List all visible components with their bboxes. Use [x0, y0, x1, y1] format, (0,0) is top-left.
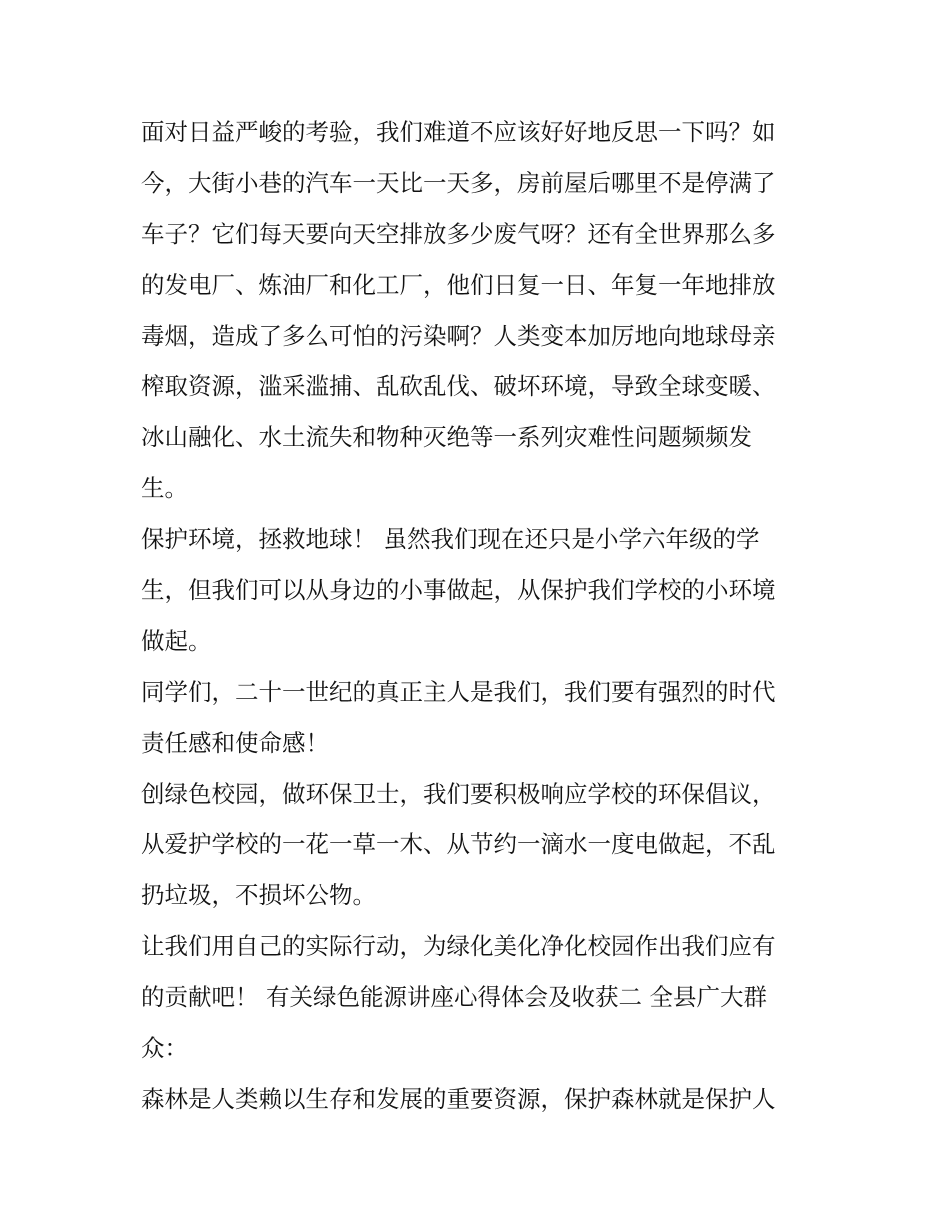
text-line: 的贡献吧！ 有关绿色能源讲座心得体会及收获二 全县广大群 [141, 983, 767, 1012]
text-line: 冰山融化、水土流失和物种灭绝等一系列灾难性问题频频发 [141, 423, 752, 452]
text-line: 面对日益严峻的考验，我们难道不应该好好地反思一下吗？如 [141, 118, 776, 146]
text-line: 生。 [141, 474, 188, 503]
text-line: 创绿色校园，做环保卫士，我们要积极响应学校的环保倡议， [141, 779, 776, 808]
text-line: 的发电厂、炼油厂和化工厂，他们日复一日、年复一年地排放 [141, 270, 776, 299]
document-text-body [141, 107, 821, 1125]
text-line: 责任感和使命感！ [141, 728, 329, 757]
text-line: 森林是人类赖以生存和发展的重要资源，保护森林就是保护人 [141, 1084, 776, 1113]
text-line: 毒烟，造成了多么可怕的污染啊？人类变本加厉地向地球母亲 [141, 321, 776, 350]
text-line: 从爱护学校的一花一草一木、从节约一滴水一度电做起，不乱 [141, 830, 776, 859]
text-line: 车子？它们每天要向天空排放多少废气呀？还有全世界那么多 [141, 219, 776, 248]
text-line: 众： [141, 1034, 188, 1063]
text-line: 做起。 [141, 626, 212, 655]
text-line: 保护环境，拯救地球！ 虽然我们现在还只是小学六年级的学 [141, 525, 760, 554]
text-line: 同学们，二十一世纪的真正主人是我们，我们要有强烈的时代 [141, 677, 776, 706]
text-line: 今，大街小巷的汽车一天比一天多，房前屋后哪里不是停满了 [141, 168, 776, 197]
text-line: 生，但我们可以从身边的小事做起，从保护我们学校的小环境 [141, 576, 776, 605]
text-line: 扔垃圾，不损坏公物。 [141, 881, 376, 910]
text-line: 榨取资源，滥采滥捕、乱砍乱伐、破坏环境，导致全球变暖、 [141, 372, 776, 401]
text-line: 让我们用自己的实际行动，为绿化美化净化校园作出我们应有 [141, 932, 776, 961]
